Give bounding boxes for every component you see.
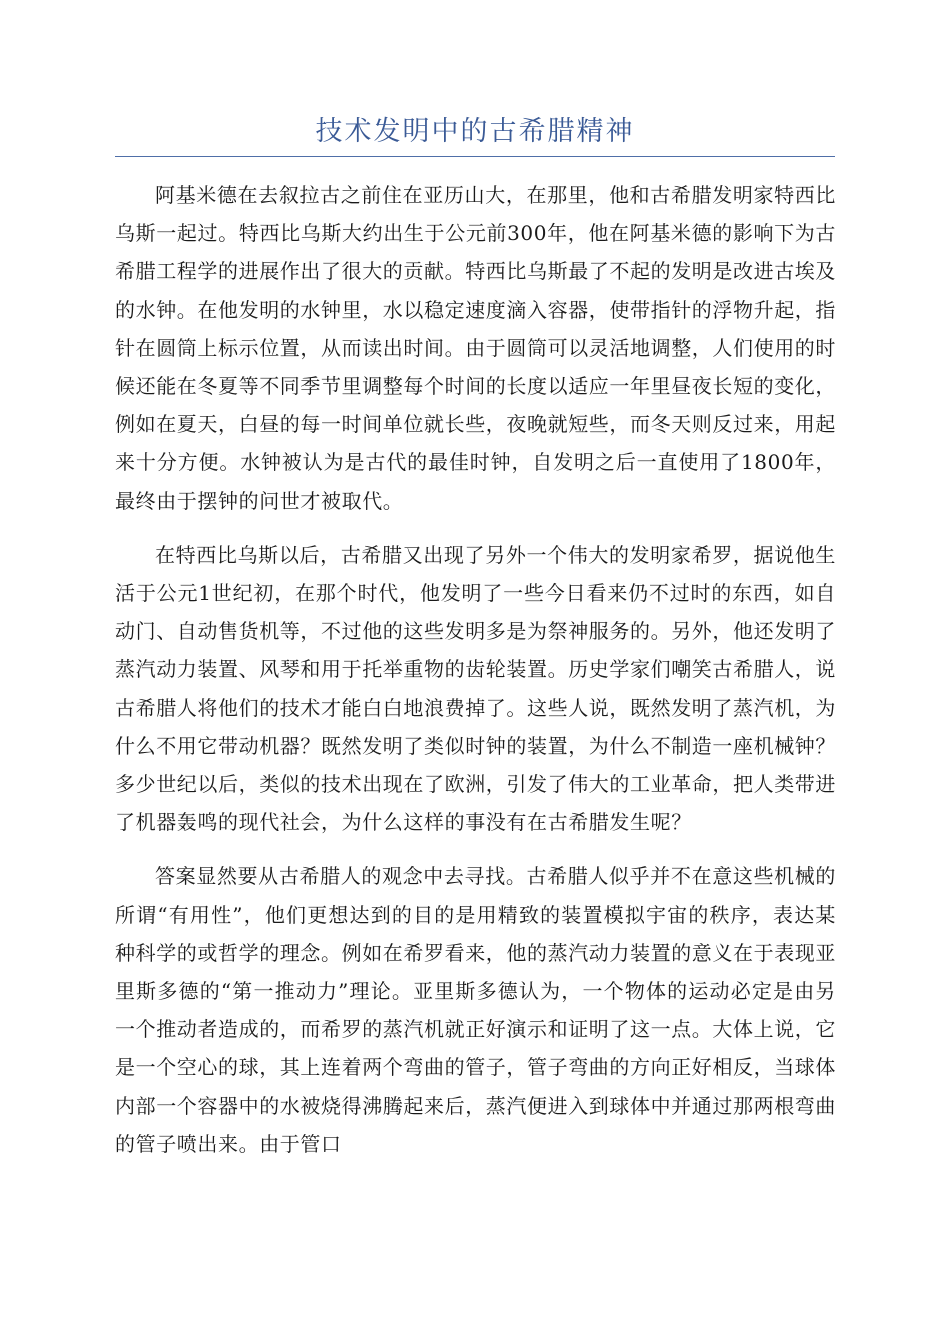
title-block — [115, 108, 835, 157]
paragraph-3: 答案显然要从古希腊人的观念中去寻找。古希腊人似乎并不在意这些机械的所谓“有用性”，他们更想达到的目的是用精致的装置模拟宇宙的秩序，表达某种科学的或哲学的理念。例如在希罗看来，他的蒸汽动力装置的意义在于表现亚里斯多德的“第一推动力”理论。亚里斯多德认为，一个物体的运动必定是由另一个推动者造成的，而希罗的蒸汽机就正好演示和证明了这一点。大体上说，它是一个空心的球，其上连着两个弯曲的管子，管子弯曲的方向正好相反，当球体内部一个容器中的水被烧得沸腾起来后，蒸汽便进入到球体中并通过那两根弯曲的管子喷出来。由于管口 — [115, 864, 836, 1156]
page-title: 技术发明中的古希腊精神 — [315, 116, 635, 147]
paragraph-2: 在特西比乌斯以后，古希腊又出现了另外一个伟大的发明家希罗，据说他生活于公元1世纪初，在那个时代，他发明了一些今日看来仍不过时的东西，如自动门、自动售货机等，不过他的这些发明多是为祭神服务的。另外，他还发明了蒸汽动力装置、风琴和用于托举重物的齿轮装置。历史学家们嘲笑古希腊人，说古希腊人将他们的技术才能白白地浪费掉了。这些人说，既然发明了蒸汽机，为什么不用它带动机器？既然发明了类似时钟的装置，为什么不制造一座机械钟？多少世纪以后，类似的技术出现在了欧洲，引发了伟大的工业革命，把人类带进了机器轰鸣的现代社会，为什么这样的事没有在古希腊发生呢？ — [115, 542, 836, 835]
document-body — [115, 176, 836, 1179]
paragraph-1: 阿基米德在去叙拉古之前住在亚历山大，在那里，他和古希腊发明家特西比乌斯一起过。特西比乌斯大约出生于公元前300年，他在阿基米德的影响下为古希腊工程学的进展作出了很大的贡献。特西比乌斯最了不起的发明是改进古埃及的水钟。在他发明的水钟里，水以稳定速度滴入容器，使带指针的浮物升起，指针在圆筒上标示位置，从而读出时间。由于圆筒可以灵活地调整，人们使用的时候还能在冬夏等不同季节里调整每个时间的长度以适应一年里昼夜长短的变化，例如在夏天，白昼的每一时间单位就长些，夜晚就短些，而冬天则反过来，用起来十分方便。水钟被认为是古代的最佳时钟，自发明之后一直使用了1800年，最终由于摆钟的问世才被取代。 — [115, 183, 836, 513]
